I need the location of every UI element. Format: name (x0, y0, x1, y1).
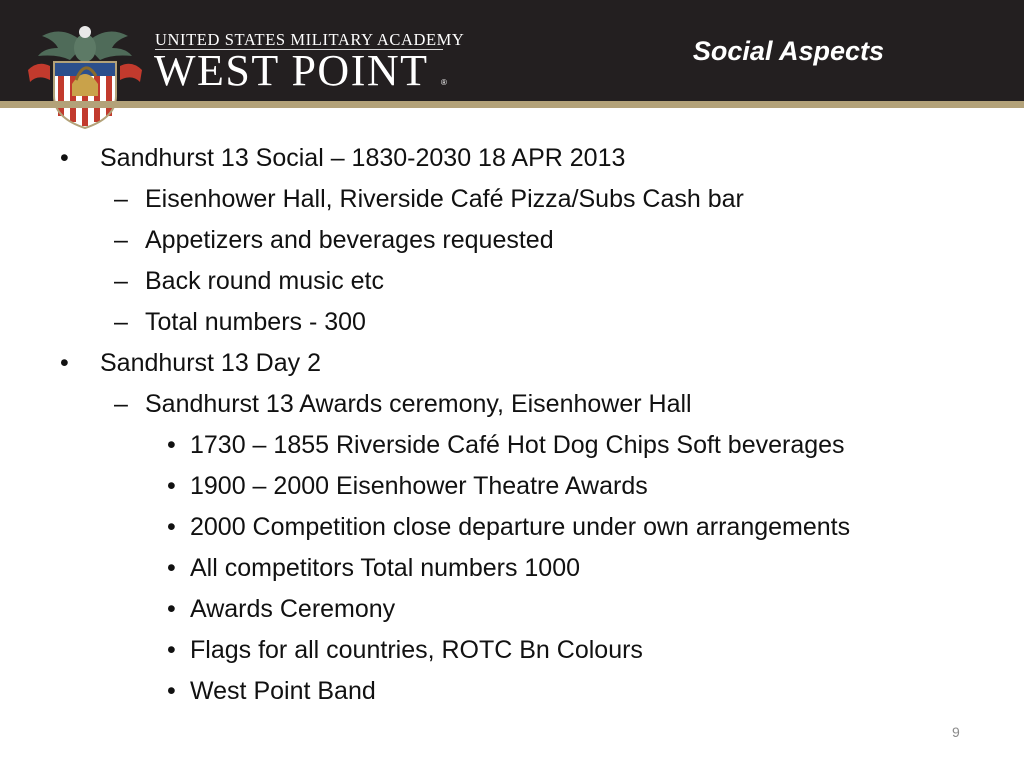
sub-sub-bullet-text: Awards Ceremony (190, 595, 396, 623)
sub-sub-bullet-item (56, 425, 996, 466)
sub-bullet-item (56, 220, 996, 261)
sub-bullet-item (56, 384, 996, 425)
bullet-dot-icon: • (167, 636, 176, 664)
bullet-dot-icon: • (167, 431, 176, 459)
sub-bullet-item (56, 179, 996, 220)
bullet-text: Sandhurst 13 Social – 1830-2030 18 APR 2013 (100, 144, 626, 172)
sub-sub-bullet-item (56, 507, 996, 548)
sub-sub-bullet-item (56, 466, 996, 507)
sub-sub-bullet-text: 2000 Competition close departure under own arrangements (190, 513, 851, 541)
bullet-dot-icon: • (167, 677, 176, 705)
sub-bullet-text: Sandhurst 13 Awards ceremony, Eisenhower Hall (145, 390, 692, 418)
bullet-item (56, 138, 996, 179)
sub-sub-bullet-text: 1730 – 1855 Riverside Café Hot Dog Chips Soft beverages (190, 431, 845, 459)
sub-sub-bullet-text: All competitors Total numbers 1000 (190, 554, 581, 582)
sub-sub-bullet-text: Flags for all countries, ROTC Bn Colours (190, 636, 643, 664)
sub-bullet-text: Total numbers - 300 (145, 308, 366, 336)
bullet-dot-icon: • (60, 144, 69, 172)
sub-sub-bullet-text: West Point Band (190, 677, 376, 705)
header-bar (0, 0, 1024, 101)
org-name-line1: UNITED STATES MILITARY ACADEMY (155, 30, 465, 49)
sub-bullet-item (56, 302, 996, 343)
dash-icon: – (114, 390, 128, 418)
sub-sub-bullet-item (56, 548, 996, 589)
bullet-dot-icon: • (60, 349, 69, 377)
dash-icon: – (114, 267, 128, 295)
bullet-dot-icon: • (167, 554, 176, 582)
west-point-crest-icon (24, 18, 146, 130)
sub-sub-bullet-item (56, 589, 996, 630)
dash-icon: – (114, 226, 128, 254)
sub-sub-bullet-item (56, 671, 996, 712)
sub-bullet-text: Appetizers and beverages requested (145, 226, 554, 254)
header-gold-rule (0, 101, 1024, 108)
bullet-item (56, 343, 996, 384)
slide-title: Social Aspects (692, 36, 884, 66)
bullet-text: Sandhurst 13 Day 2 (100, 349, 321, 377)
bullet-dot-icon: • (167, 513, 176, 541)
bullet-dot-icon: • (167, 595, 176, 623)
page-number: 9 (952, 724, 960, 740)
registered-mark: ® (441, 78, 447, 87)
dash-icon: – (114, 308, 128, 336)
slide-content (56, 138, 996, 712)
sub-bullet-text: Eisenhower Hall, Riverside Café Pizza/Subs Cash bar (145, 185, 744, 213)
bullet-list (56, 138, 996, 712)
dash-icon: – (114, 185, 128, 213)
sub-sub-bullet-item (56, 630, 996, 671)
sub-sub-bullet-text: 1900 – 2000 Eisenhower Theatre Awards (190, 472, 648, 500)
sub-bullet-text: Back round music etc (145, 267, 384, 295)
org-name-line2: WEST POINT (154, 46, 429, 95)
sub-bullet-item (56, 261, 996, 302)
bullet-dot-icon: • (167, 472, 176, 500)
